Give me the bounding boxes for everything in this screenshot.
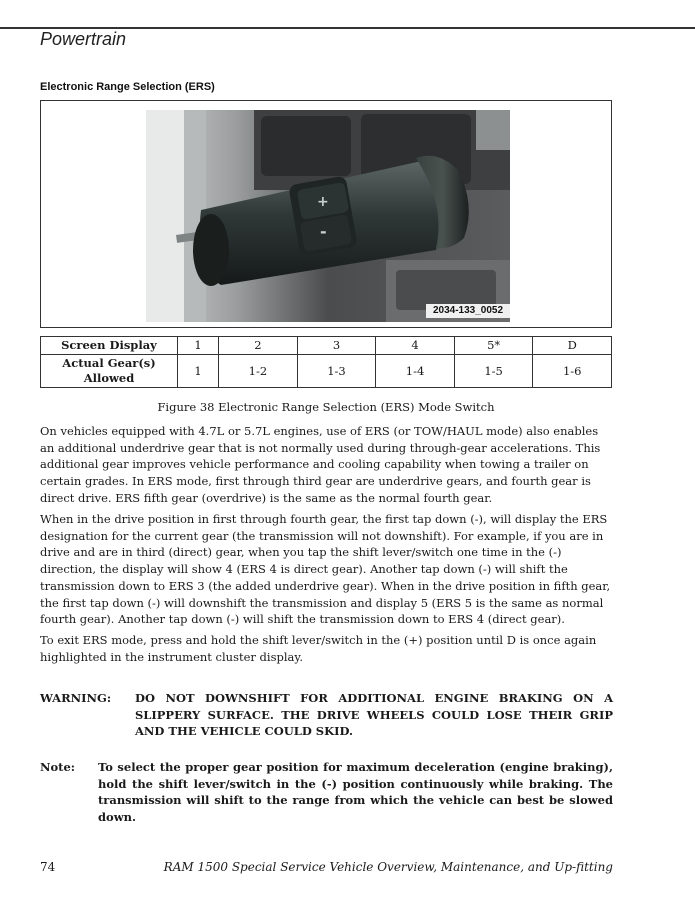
table-cell: 5*: [454, 337, 533, 355]
table-cell: 1-2: [219, 355, 298, 388]
warning-text: DO NOT DOWNSHIFT FOR ADDITIONAL ENGINE BRAKING ON A SLIPPERY SURFACE. THE DRIVE WHEELS COULD LOSE THEIR GRIP AND THE VEHICLE COULD SKID.: [135, 691, 613, 738]
figure-caption: Figure 38 Electronic Range Selection (ERS) Mode Switch: [157, 400, 495, 414]
page-number: 74: [40, 860, 56, 874]
table-cell: 3: [297, 337, 376, 355]
table-cell: D: [533, 337, 612, 355]
footer-title: RAM 1500 Special Service Vehicle Overview, Maintenance, and Up-fitting: [163, 860, 613, 874]
table-cell: 2: [219, 337, 298, 355]
minus-label: -: [320, 222, 327, 241]
paragraph: When in the drive position in first through fourth gear, the first tap down (-), will display the ERS designation for the current gear (the transmission will not downshift). For example, if you are in drive and are in third (direct) gear, when you tap the shift lever/switch one time in the (-) direction, the display will show 4 (ERS 4 is direct gear). Another tap down (-) will shift the transmission down to ERS 3 (the added underdrive gear). When in the drive position in fifth gear, the first tap down (-) will downshift the transmission and display 5 (ERS 5 is the same as normal fourth gear). Another tap down (-) will shift the transmission down to ERS 4 (direct gear).: [40, 512, 611, 627]
row-header: Screen Display: [41, 337, 178, 355]
table-cell: 1-4: [376, 355, 455, 388]
table-cell: 1-3: [297, 355, 376, 388]
table-row: [41, 355, 612, 388]
image-label: 2034-133_0052: [426, 304, 510, 318]
note-label: Note:: [40, 760, 76, 774]
paragraph: On vehicles equipped with 4.7L or 5.7L engines, use of ERS (or TOW/HAUL mode) also enables an additional underdrive gear that is not normally used during through-gear accelerations. This additional gear improves vehicle performance and cooling capability when towing a trailer on certain grades. In ERS mode, first through third gear are underdrive gears, and fourth gear is direct drive. ERS fifth gear (overdrive) is the same as the normal fourth gear.: [40, 424, 601, 505]
table-row: [41, 337, 612, 355]
table-cell: 1: [178, 337, 219, 355]
note-block: [40, 759, 615, 824]
table-cell: 1-6: [533, 355, 612, 388]
paragraph: To exit ERS mode, press and hold the shift lever/switch in the (+) position until D is once again highlighted in the instrument cluster display.: [40, 633, 597, 664]
table-cell: 4: [376, 337, 455, 355]
section-title: Powertrain: [40, 29, 127, 49]
row-header: Actual Gear(s) Allowed: [41, 355, 178, 388]
table-cell: 1-5: [454, 355, 533, 388]
warning-label: WARNING:: [40, 691, 112, 705]
plus-label: +: [317, 194, 329, 210]
shift-lever-photo: [146, 110, 510, 322]
gear-table: [40, 336, 612, 388]
subheading: Electronic Range Selection (ERS): [40, 81, 215, 93]
note-text: To select the proper gear position for maximum deceleration (engine braking), hold the shift lever/switch in the (-) position continuously while braking. The transmission will shift to the range from which the vehicle can best be slowed down.: [98, 760, 613, 824]
table-cell: 1: [178, 355, 219, 388]
warning-block: [40, 690, 615, 742]
